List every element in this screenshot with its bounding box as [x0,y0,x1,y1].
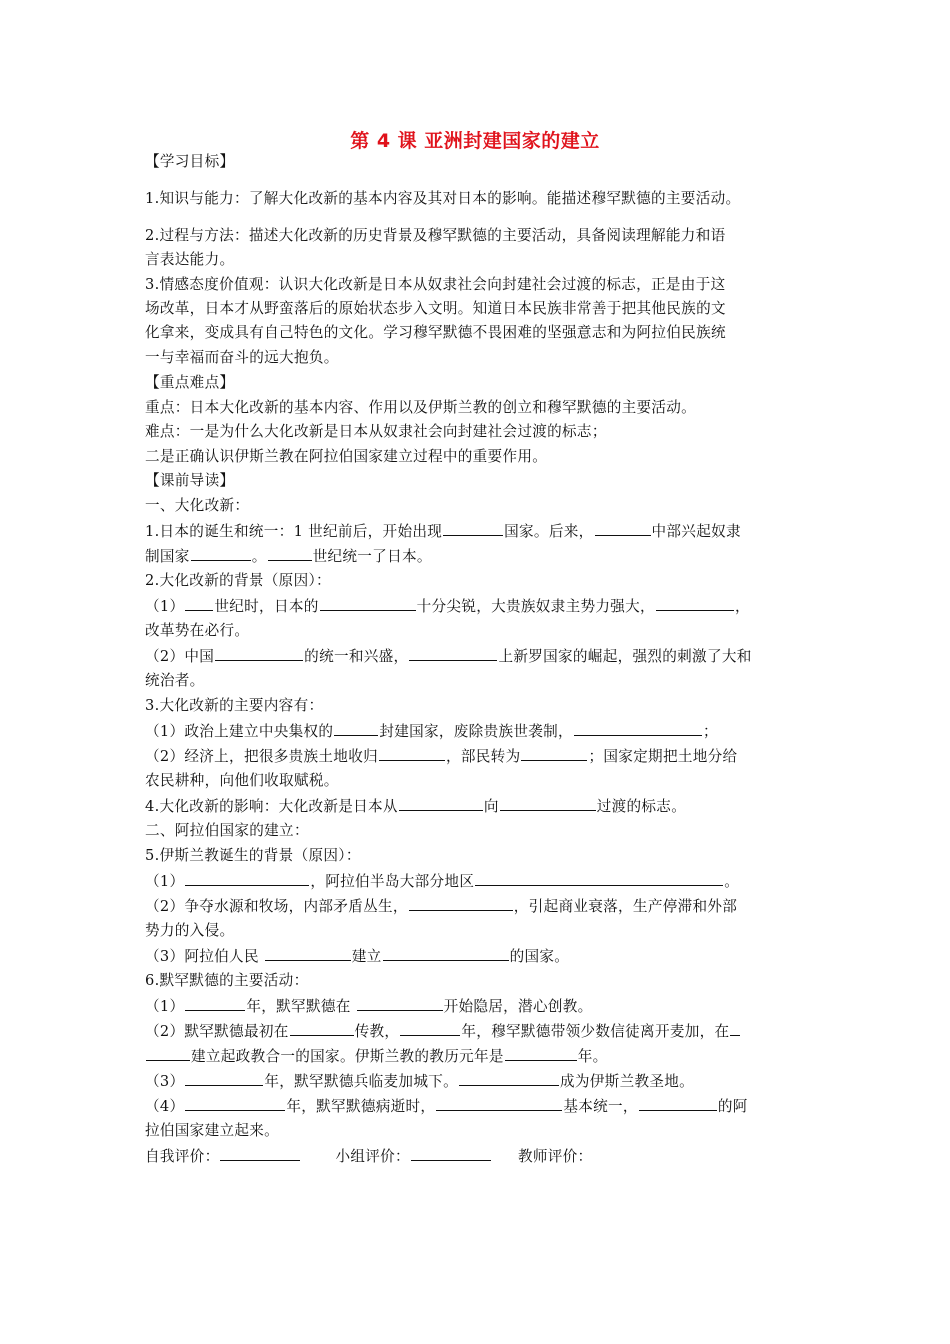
blank[interactable] [521,746,587,761]
blank[interactable] [730,1021,740,1036]
blank[interactable] [400,1021,460,1036]
question-5-2-line-2: 势力的入侵。 [145,922,235,939]
difficult-point-2: 二是正确认识伊斯兰教在阿拉伯国家建立过程中的重要作用。 [145,448,548,465]
difficult-point-1: 难点：一是为什么大化改新是日本从奴隶社会向封建社会过渡的标志； [145,423,607,440]
question-3-2-line-2: 农民耕种，向他们收取赋税。 [145,772,339,789]
question-6-1: （1） 年，默罕默德在 开始隐居，潜心创教。 [145,998,593,1015]
goal-3-line-2: 场改革，日本才从野蛮落后的原始状态步入文明。知道日本民族非常善于把其他民族的文 [145,300,726,317]
blank[interactable] [500,796,596,811]
question-1-line-1: 1.日本的诞生和统一：1 世纪前后，开始出现 国家。后来， 中部兴起奴隶 [145,523,741,540]
goal-3-line-1: 3.情感态度价值观：认识大化改新是日本从奴隶社会向封建社会过渡的标志，正是由于这 [145,276,726,293]
blank[interactable] [639,1096,717,1111]
blank[interactable] [399,796,483,811]
goal-2-line-2: 言表达能力。 [145,251,235,268]
blank[interactable] [290,1021,354,1036]
blank[interactable] [436,1096,562,1111]
blank[interactable] [185,1071,263,1086]
blank[interactable] [268,546,312,561]
blank[interactable] [383,946,509,961]
goal-1: 1.知识与能力：了解大化改新的基本内容及其对日本的影响。能描述穆罕默德的主要活动。 [145,190,741,207]
blank[interactable] [185,596,213,611]
part-2-heading: 二、阿拉伯国家的建立： [145,822,309,839]
part-1-heading: 一、大化改新： [145,497,250,514]
blank[interactable] [505,1046,577,1061]
blank[interactable] [185,871,309,886]
goal-3-line-4: 一与幸福而奋斗的远大抱负。 [145,349,339,366]
question-6-4-line-1: （4） 年，默罕默德病逝时， 基本统一， 的阿 [145,1098,748,1115]
page-title: 第 4 课 亚洲封建国家的建立 [350,130,600,152]
section-heading-key: 【重点难点】 [145,374,235,391]
question-2-1-line-1: （1） 世纪时，日本的 十分尖锐，大贵族奴隶主势力强大， ， [145,598,750,615]
question-6-2-line-2: 建立起政教合一的国家。伊斯兰教的教历元年是 年。 [145,1046,608,1067]
blank[interactable] [191,546,251,561]
blank[interactable] [656,596,734,611]
blank[interactable] [320,596,416,611]
question-1-line-2: 制国家 。 世纪统一了日本。 [145,548,432,565]
self-evaluation-blank[interactable] [220,1146,300,1161]
goal-2-line-1: 2.过程与方法：描述大化改新的历史背景及穆罕默德的主要活动，具备阅读理解能力和语 [145,227,726,244]
question-5: 5.伊斯兰教诞生的背景（原因）： [145,847,361,864]
question-3-1: （1）政治上建立中央集权的 封建国家，废除贵族世袭制， ； [145,723,718,740]
blank[interactable] [475,871,723,886]
blank[interactable] [185,1096,285,1111]
question-6: 6.默罕默德的主要活动： [145,972,309,989]
blank[interactable] [443,521,503,536]
question-3: 3.大化改新的主要内容有： [145,697,324,714]
blank[interactable] [595,521,651,536]
blank[interactable] [265,946,351,961]
evaluation-row [145,1146,592,1167]
question-6-2-line-1: （2）默罕默德最初在 传教， 年，穆罕默德带领少数信徒离开麦加，在 [145,1021,741,1042]
group-evaluation-label: 小组评价： [335,1148,410,1165]
group-evaluation-blank[interactable] [411,1146,491,1161]
question-5-2-line-1: （2）争夺水源和牧场，内部矛盾丛生， ，引起商业衰落，生产停滞和外部 [145,898,738,915]
blank[interactable] [459,1071,559,1086]
question-2-2-line-2: 统治者。 [145,672,205,689]
section-heading-preview: 【课前导读】 [145,472,235,489]
blank[interactable] [357,996,443,1011]
blank[interactable] [409,896,513,911]
teacher-evaluation-label: 教师评价： [517,1148,593,1165]
question-5-3: （3）阿拉伯人民 建立 的国家。 [145,948,570,965]
blank[interactable] [334,721,378,736]
question-5-1: （1） ，阿拉伯半岛大部分地区 。 [145,873,740,890]
question-2: 2.大化改新的背景（原因）： [145,572,331,589]
key-point: 重点：日本大化改新的基本内容、作用以及伊斯兰教的创立和穆罕默德的主要活动。 [145,399,697,416]
blank[interactable] [574,721,702,736]
question-2-2-line-1: （2）中国 的统一和兴盛， 上新罗国家的崛起，强烈的刺激了大和 [145,648,752,665]
question-6-3: （3） 年，默罕默德兵临麦加城下。 成为伊斯兰教圣地。 [145,1073,695,1090]
blank[interactable] [215,646,303,661]
blank[interactable] [146,1046,190,1061]
question-3-2-line-1: （2）经济上，把很多贵族土地收归 ，部民转为 ；国家定期把土地分给 [145,748,738,765]
blank[interactable] [185,996,245,1011]
question-4: 4.大化改新的影响：大化改新是日本从 向 过渡的标志。 [145,798,687,815]
section-heading-goals: 【学习目标】 [145,153,235,170]
question-2-1-line-2: 改革势在必行。 [145,622,250,639]
self-evaluation-label: 自我评价： [145,1148,220,1165]
question-6-4-line-2: 拉伯国家建立起来。 [145,1122,280,1139]
blank[interactable] [409,646,497,661]
goal-3-line-3: 化拿来，变成具有自己特色的文化。学习穆罕默德不畏困难的坚强意志和为阿拉伯民族统 [145,324,726,341]
blank[interactable] [379,746,445,761]
